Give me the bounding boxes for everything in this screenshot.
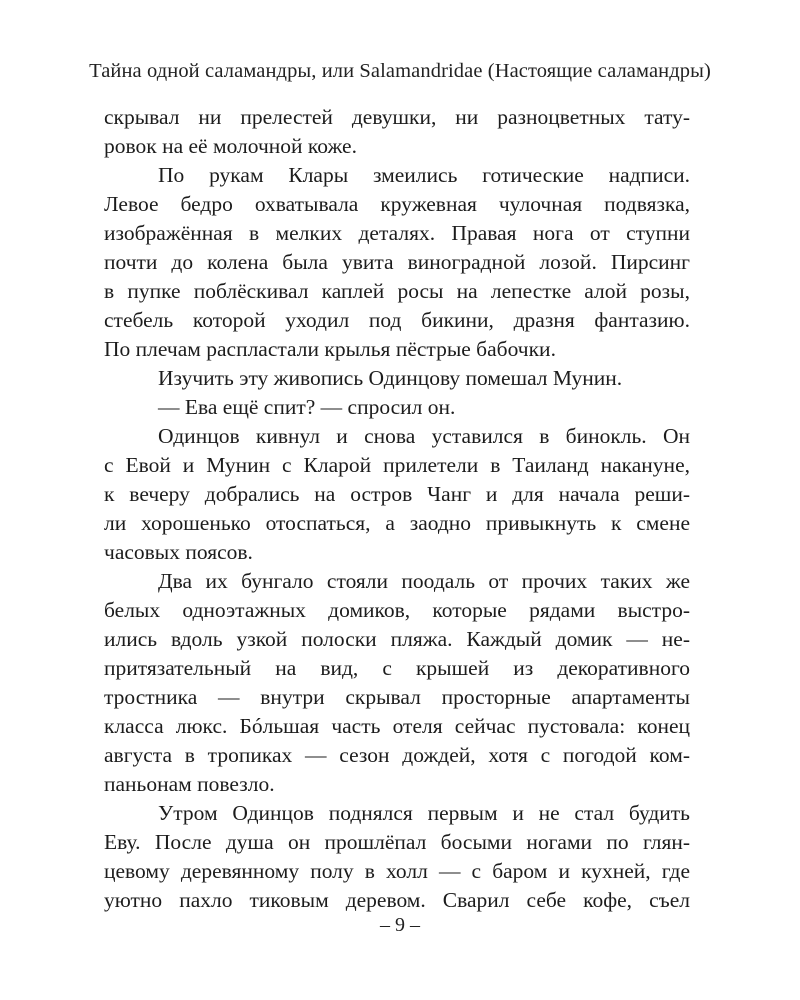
text-line: с Евой и Мунин с Кларой прилетели в Таиланд накануне, — [104, 453, 690, 477]
text-line: белых одноэтажных домиков, которые рядами выстро- — [104, 598, 690, 622]
text-line: ровок на её молочной коже. — [104, 134, 357, 158]
body-text — [104, 103, 690, 915]
text-line: в пупке поблёскивал каплей росы на лепестке алой розы, — [104, 279, 690, 303]
text-line: — Ева ещё спит? — спросил он. — [158, 395, 456, 419]
page-number: – 9 – — [380, 914, 420, 936]
text-line: класса люкс. Бóльшая часть отеля сейчас пустовала: конец — [104, 714, 690, 738]
text-line: к вечеру добрались на остров Чанг и для начала реши- — [104, 482, 690, 506]
text-line: тростника — внутри скрывал просторные апартаменты — [104, 685, 690, 709]
text-line: По рукам Клары змеились готические надписи. — [158, 163, 690, 187]
text-line: Одинцов кивнул и снова уставился в бинокль. Он — [158, 424, 690, 448]
text-line: Изучить эту живопись Одинцову помешал Мунин. — [158, 366, 623, 390]
text-line: изображённая в мелких деталях. Правая нога от ступни — [104, 221, 690, 245]
text-line: ли хорошенько отоспаться, а заодно привыкнуть к смене — [104, 511, 690, 535]
text-line: По плечам распластали крылья пёстрые бабочки. — [104, 337, 556, 361]
text-line: Левое бедро охватывала кружевная чулочная подвязка, — [104, 192, 690, 216]
text-line: цевому деревянному полу в холл — с баром и кухней, где — [104, 859, 690, 883]
text-line: ились вдоль узкой полоски пляжа. Каждый домик — не- — [104, 627, 690, 651]
text-line: Утром Одинцов поднялся первым и не стал будить — [158, 801, 690, 825]
text-line: Два их бунгало стояли поодаль от прочих таких же — [158, 569, 690, 593]
text-line: уютно пахло тиковым деревом. Сварил себе кофе, съел — [104, 888, 690, 912]
running-head: Тайна одной саламандры, или Salamandridae (Настоящие саламандры) — [89, 60, 711, 82]
text-line: притязательный на вид, с крышей из декоративного — [104, 656, 690, 680]
text-line: паньонам повезло. — [104, 772, 275, 796]
text-line: Еву. После душа он прошлёпал босыми ногами по глян- — [104, 830, 690, 854]
text-line: скрывал ни прелестей девушки, ни разноцветных тату- — [104, 105, 690, 129]
text-line: часовых поясов. — [104, 540, 253, 564]
text-line: почти до колена была увита виноградной лозой. Пирсинг — [104, 250, 690, 274]
text-line: стебель которой уходил под бикини, дразня фантазию. — [104, 308, 690, 332]
text-line: августа в тропиках — сезон дождей, хотя с погодой ком- — [104, 743, 690, 767]
